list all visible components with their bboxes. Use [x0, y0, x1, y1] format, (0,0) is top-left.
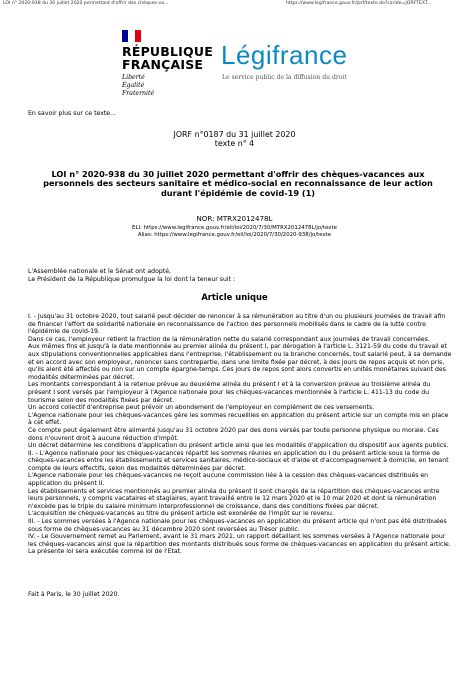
legifrance-header [122, 30, 452, 108]
article-title: Article unique [201, 292, 268, 302]
article-paragraph: Un accord collectif d'entreprise peut prévoir un abondement de l'employeur en complément de ces versements. [28, 404, 375, 412]
article-paragraph: L'Agence nationale pour les chèques-vacances gère les sommes recueillies en application du présent article sur un compte mis en place à cet effet. [28, 411, 449, 427]
article-paragraph: Aux mêmes fins et jusqu'à la date mentionnée au premier alinéa du présent I, par dérogation à l'article L. 3121-59 du code du travail et aux stipulations conventionnelles applicables dans l'entreprise, l'établissement ou la branche concernés, tout salarié peut, à sa demande et en accord avec son employeur, renoncer sans contrepartie, dans une limite fixée par décret, à des jours de repos acquis et non pris, qu'ils aient été affectés ou non sur un compte épargne-temps. Ces jours de repos sont alors convertis en unités monétaires suivant des modalités déterminées par décret. [28, 343, 452, 381]
preamble: L'Assemblée nationale et le Sénat ont adopté, Le Président de la République promulgue la loi dont la teneur suit : [28, 268, 236, 283]
article-paragraph: Dans ce cas, l'employeur retient la fraction de la rémunération nette du salarié correspondant aux journées de travail concernées. [28, 335, 430, 343]
jorf-text-number: texte n° 4 [214, 139, 255, 148]
article-body [28, 313, 453, 556]
article-paragraph: III. - Les sommes versées à l'Agence nationale pour les chèques-vacances en application du présent article qui n'ont pas été distribuées sous forme de chèques-vacances au 31 décembre 2020 sont reversées au Trésor public. [28, 518, 447, 533]
article-paragraph: Ce compte peut également être alimenté jusqu'au 31 octobre 2020 par des dons versés par toute personne physique ou morale. Ces dons n'ouvrent droit à aucune réduction d'impôt. [28, 426, 439, 442]
article-paragraph: Un décret détermine les conditions d'application du présent article ainsi que les modalités d'application du dispositif aux agents publics. [28, 442, 449, 450]
alias-link[interactable]: Alias: https://www.legifrance.gouv.fr/eli/loi/2020/7/30/2020-938/jo/texte [137, 231, 332, 238]
french-flag-icon [122, 30, 141, 42]
article-paragraph: IV. - Le Gouvernement remet au Parlement, avant le 31 mars 2021, un rapport détaillant les sommes versées à l'Agence nationale pour les chèques-vacances ainsi que la répartition des montants distribués sous forme de chèques-vacances en application du présent article. [28, 533, 451, 548]
legifrance-tagline: Le service public de la diffusion du droit [222, 74, 347, 81]
eli-links [0, 225, 469, 238]
browser-print-header [0, 0, 469, 9]
republic-motto: Liberté Égalité Fraternité [122, 74, 155, 98]
law-title: LOI n° 2020-938 du 30 juillet 2020 permettant d'offrir des chèques-vacances aux personnels des secteurs sanitaire et médico-social en reconnaissance de leur action durant l'épidémie de covid-19 (1) [43, 169, 433, 198]
legifrance-brand[interactable]: Légifrance [221, 40, 348, 70]
article-paragraph: Les établissements et services mentionnés au premier alinéa du présent II sont chargés de la répartition des chèques-vacances entre leurs personnels, y compris vacataires et stagiaires, ayant travaillé entre le 12 mars 2020 et le 10 mai 2020 et dont la rémunération n'excède pas le triple du salaire minimum interprofessionnel de croissance, dans des conditions fixées par décret. [28, 487, 440, 510]
republique-francaise-logo: RÉPUBLIQUE FRANÇAISE [122, 44, 213, 72]
print-header-title: LOI n° 2020-938 du 30 juillet 2020 permettant d'offrir des chèques-va... [3, 1, 169, 6]
article-paragraph: L'Agence nationale pour les chèques-vacances ne reçoit aucune commission liée à la cession des chèques-vacances distribués en application du présent II. [28, 472, 429, 488]
jorf-number: JORF n°0187 du 31 juillet 2020 [173, 130, 296, 139]
article-paragraph: II. - L'Agence nationale pour les chèques-vacances répartit les sommes réunies en application du I du présent article sous la forme de chèques-vacances entre les établissements et services sanitaires, médico-sociaux et d'aide et d'accompagnement à domicile, en tenant compte de leurs effectifs, selon des modalités déterminées par décret. [28, 449, 449, 472]
article-paragraph: La présente loi sera exécutée comme loi de l'Etat. [28, 548, 183, 556]
eli-link[interactable]: ELI: https://www.legifrance.gouv.fr/eli/loi/2020/7/30/MTRX2012478L/jo/texte [132, 225, 337, 231]
more-info-link[interactable]: En savoir plus sur ce texte... [28, 110, 116, 117]
nor-code: NOR: MTRX2012478L [196, 214, 273, 223]
signature-date: Fait à Paris, le 30 juillet 2020. [28, 591, 120, 598]
print-header-url: https://www.legifrance.gouv.fr/jorf/texte.do?caride=JORFTEXT... [286, 1, 432, 6]
article-paragraph: I. - Jusqu'au 31 octobre 2020, tout salarié peut décider de renoncer à sa rémunération au titre d'un ou plusieurs journées de travail afin de financer l'effort de solidarité nationale en reconnaissance de l'action des personnels mobilisés dans le cadre de la lutte contre l'épidémie de covid-19. [28, 313, 446, 336]
article-paragraph: Les montants correspondant à la retenue prévue au deuxième alinéa du présent I et à la conversion prévue au troisième alinéa du présent I sont versés par l'employeur à l'Agence nationale pour les chèques-vacances mentionnée à l'article L. 411-13 du code du tourisme selon des modalités fixées par décret. [28, 381, 431, 404]
article-paragraph: L'acquisition de chèques-vacances au titre du présent article est exonérée de l'impôt sur le revenu. [28, 510, 334, 518]
